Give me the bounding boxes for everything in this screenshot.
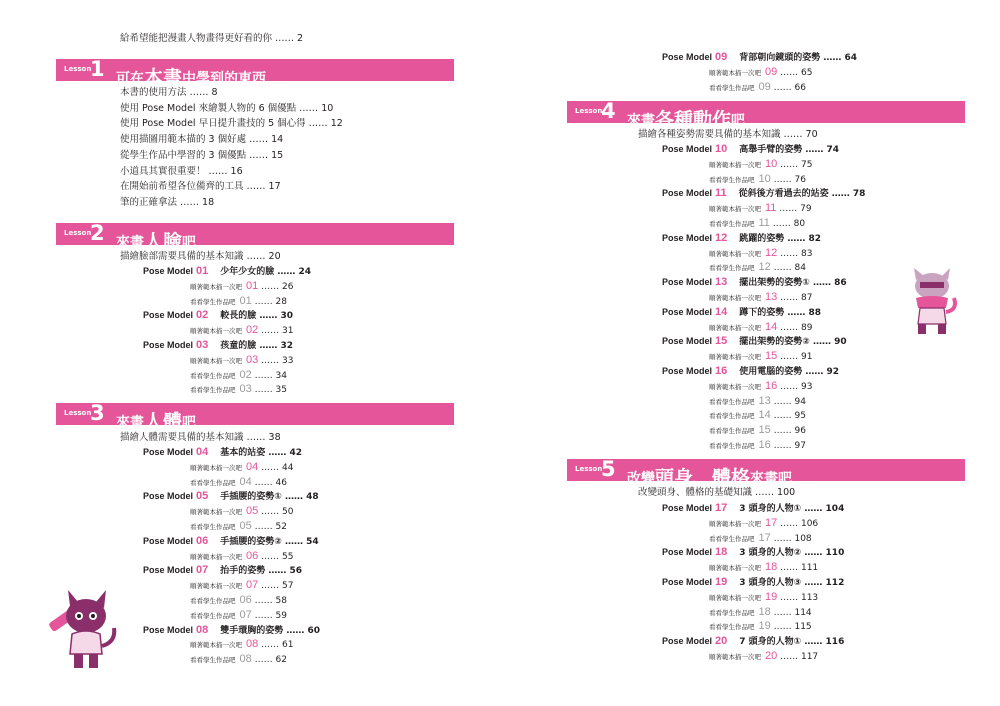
sub-entry-number: 16: [758, 439, 771, 451]
trace-template-entry: [190, 324, 293, 337]
pose-model-entry: [662, 306, 821, 319]
sub-entry-page: …… 80: [769, 219, 806, 229]
sub-entry-page: …… 94: [770, 396, 806, 407]
pose-model-entry: [662, 546, 844, 559]
sub-entry-page: …… 44: [258, 462, 294, 473]
lesson-2-basics: 描繪臉部需要具備的基本知識 …… 20: [120, 251, 281, 262]
lesson-title-emphasis: 本書: [144, 67, 183, 89]
sub-entry-page: …… 96: [770, 426, 806, 437]
pose-model-number: 18: [715, 546, 728, 559]
cat-mascot-with-pencil-illustration: [44, 584, 122, 676]
sub-entry-page: …… 106: [777, 518, 819, 529]
sub-entry-page: …… 87: [777, 293, 813, 303]
pose-model-label: Pose Model: [143, 491, 194, 502]
pose-model-number: 15: [715, 335, 728, 348]
pose-model-label: Pose Model: [662, 144, 713, 154]
student-work-entry: [190, 594, 287, 607]
sub-entry-label: 看看學生作品吧: [709, 175, 755, 184]
student-work-entry: [190, 476, 287, 489]
sub-entry-number: 07: [246, 579, 259, 592]
sub-entry-page: …… 57: [258, 581, 294, 592]
pose-model-number: 16: [715, 365, 728, 377]
pose-model-label: Pose Model: [662, 636, 713, 647]
sub-entry-number: 10: [758, 172, 771, 185]
sub-entry-number: 05: [239, 520, 252, 532]
pose-model-title: 使用電腦的姿勢 …… 92: [739, 367, 840, 377]
sub-entry-page: …… 31: [258, 326, 294, 337]
trace-template-entry: [709, 517, 818, 530]
sub-entry-label: 看看學生作品吧: [709, 220, 755, 228]
lesson-5-banner: [567, 457, 965, 489]
sub-entry-page: …… 52: [251, 522, 287, 532]
lesson-title: [116, 406, 196, 433]
sub-entry-number: 10: [765, 157, 778, 170]
lesson-number: 2: [90, 221, 105, 245]
lesson-title-part: 來畫: [116, 415, 144, 431]
sub-entry-page: …… 62: [251, 655, 287, 666]
sub-entry-page: …… 93: [777, 381, 813, 392]
sub-entry-page: …… 55: [258, 551, 294, 562]
toc-entry: 小道具其實很重要！ …… 16: [120, 165, 243, 177]
pose-model-number: 04: [196, 446, 209, 458]
sub-entry-number: 12: [765, 246, 778, 259]
pose-model-title: 跳躍的姿勢 …… 82: [739, 233, 822, 244]
sub-entry-label: 看看學生作品吧: [709, 534, 755, 543]
sub-entry-number: 06: [239, 594, 252, 606]
sub-entry-page: …… 89: [777, 322, 813, 333]
sub-entry-label: 看看學生作品吧: [190, 523, 236, 531]
pose-model-entry: [662, 576, 844, 589]
pose-model-title: 7 頭身的人物① …… 116: [739, 637, 845, 648]
pose-model-title: 少年少女的臉 …… 24: [220, 267, 312, 277]
sub-entry-number: 20: [765, 650, 778, 662]
pose-model-title: 3 頭身的人物③ …… 112: [739, 578, 845, 588]
sub-entry-page: …… 65: [777, 67, 813, 78]
sub-entry-number: 08: [239, 653, 252, 666]
lesson-title-emphasis: 各種動作: [655, 109, 732, 131]
student-work-entry: [190, 653, 287, 666]
sub-entry-page: …… 115: [770, 622, 812, 633]
trace-template-entry: [709, 321, 812, 334]
sub-entry-number: 18: [758, 605, 771, 618]
sub-entry-page: …… 97: [770, 441, 806, 451]
pose-model-entry: [662, 365, 839, 378]
trace-template-entry: [190, 550, 293, 563]
trace-template-entry: [190, 461, 293, 474]
lesson-label: Lesson: [575, 107, 603, 115]
pose-model-label: Pose Model: [662, 366, 713, 376]
lesson-3-basics: 描繪人體需要具備的基本知識 …… 38: [120, 432, 281, 443]
pose-model-title: 基本的站姿 …… 42: [220, 448, 303, 458]
sub-entry-page: …… 117: [777, 652, 819, 662]
sub-entry-label: 順著範本描一次吧: [709, 205, 761, 214]
sub-entry-number: 09: [758, 80, 771, 93]
pose-model-title: 從斜後方看過去的站姿 …… 78: [738, 189, 866, 200]
trace-template-entry: [190, 354, 293, 367]
trace-template-entry: [190, 280, 293, 293]
lesson-2-banner: [56, 221, 454, 253]
lesson-title-part: 來畫: [627, 113, 655, 129]
lesson-5-basics: 改變頭身、體格的基礎知識 …… 100: [638, 487, 796, 498]
sub-entry-number: 02: [239, 368, 252, 381]
lesson-4-basics: 描繪各種姿勢需要具備的基本知識 …… 70: [638, 129, 818, 140]
pose-model-label: Pose Model: [662, 277, 713, 288]
sub-entry-page: …… 46: [251, 477, 287, 488]
lesson-label: Lesson: [575, 465, 603, 473]
sub-entry-number: 04: [239, 475, 252, 488]
sub-entry-page: …… 50: [258, 507, 294, 518]
trace-template-entry: [190, 579, 293, 592]
sub-entry-number: 09: [765, 65, 778, 78]
sub-entry-number: 13: [758, 394, 771, 407]
sub-entry-page: …… 26: [258, 281, 294, 292]
lesson-title-part: 改變: [627, 471, 655, 487]
sub-entry-page: …… 108: [770, 533, 812, 544]
trace-template-entry: [709, 158, 812, 171]
sub-entry-page: …… 113: [777, 592, 819, 603]
sub-entry-label: 看看學生作品吧: [190, 371, 236, 380]
pose-model-title: 抬手的姿勢 …… 56: [220, 566, 303, 577]
sub-entry-label: 順著範本描一次吧: [190, 282, 242, 291]
trace-template-entry: [190, 638, 293, 651]
toc-entry: 使用 Pose Model 早日提升畫技的 5 個心得 …… 12: [120, 118, 343, 130]
cat-mascot-with-scarf-illustration: [902, 268, 962, 338]
trace-template-entry: [709, 650, 818, 663]
pose-model-number: 12: [715, 231, 728, 244]
student-work-entry: [190, 369, 287, 382]
sub-entry-label: 順著範本描一次吧: [709, 653, 761, 661]
sub-entry-number: 11: [765, 202, 777, 215]
toc-entry: 筆的正確拿法 …… 18: [120, 196, 215, 208]
toc-entry: 從學生作品中學習的 3 個優點 …… 15: [120, 149, 284, 161]
student-work-entry: [709, 424, 806, 437]
lesson-title-part: 來畫吧: [750, 471, 793, 487]
pose-model-label: Pose Model: [662, 503, 713, 513]
sub-entry-page: …… 35: [251, 385, 287, 396]
pose-model-number: 14: [715, 305, 728, 318]
pose-model-title: 3 頭身的人物① …… 104: [739, 504, 845, 514]
pose-model-number: 19: [715, 576, 728, 588]
sub-entry-number: 07: [239, 608, 252, 621]
lesson-title: [116, 62, 266, 89]
sub-entry-page: …… 34: [251, 370, 287, 381]
pose-model-number: 20: [715, 635, 728, 648]
pose-model-title: 擺出架勢的姿勢① …… 86: [739, 278, 847, 289]
lesson-title-emphasis: 人臉: [144, 231, 183, 253]
pose-model-label: Pose Model: [143, 310, 194, 321]
student-work-entry: [190, 520, 287, 533]
sub-entry-label: 順著範本描一次吧: [190, 552, 242, 561]
sub-entry-label: 看看學生作品吧: [190, 386, 236, 395]
sub-entry-page: …… 91: [777, 352, 813, 363]
sub-entry-number: 17: [765, 516, 778, 529]
pose-model-label: Pose Model: [662, 547, 713, 558]
sub-entry-page: …… 59: [251, 610, 287, 621]
sub-entry-label: 看看學生作品吧: [709, 397, 755, 406]
sub-entry-label: 看看學生作品吧: [709, 623, 755, 632]
student-work-entry: [190, 609, 287, 622]
sub-entry-page: …… 95: [770, 411, 806, 422]
lesson-title-emphasis: 人體: [144, 411, 183, 433]
sub-entry-number: 19: [758, 620, 771, 633]
pose-model-number: 06: [196, 534, 209, 547]
lesson-number: 1: [90, 57, 105, 81]
pose-model-title: 雙手環胸的姿勢 …… 60: [220, 625, 321, 636]
pose-model-label: Pose Model: [143, 266, 194, 276]
pose-model-title: 高舉手臂的姿勢 …… 74: [739, 145, 840, 155]
student-work-entry: [709, 81, 806, 94]
toc-entry: 在開始前希望各位備齊的工具 …… 17: [120, 181, 281, 193]
sub-entry-number: 15: [765, 350, 778, 363]
pose-model-label: Pose Model: [662, 306, 713, 317]
trace-template-entry: [709, 247, 812, 260]
pose-model-entry: [143, 535, 319, 548]
sub-entry-number: 14: [758, 409, 771, 422]
pose-model-label: Pose Model: [143, 624, 194, 635]
sub-entry-number: 12: [758, 261, 771, 274]
lesson-3-banner: [56, 401, 454, 433]
trace-template-entry: [709, 561, 818, 574]
sub-entry-label: 順著範本描一次吧: [709, 519, 761, 528]
pose-model-entry: [143, 339, 293, 352]
sub-entry-label: 看看學生作品吧: [190, 297, 236, 306]
lesson-label: Lesson: [64, 409, 92, 417]
sub-entry-label: 順著範本描一次吧: [709, 382, 761, 391]
student-work-entry: [709, 217, 805, 230]
sub-entry-number: 03: [239, 383, 252, 396]
pose-model-entry: [143, 265, 311, 278]
sub-entry-label: 看看學生作品吧: [709, 83, 755, 92]
sub-entry-page: …… 84: [770, 263, 806, 274]
sub-entry-label: 順著範本描一次吧: [709, 160, 761, 169]
pose-model-number: 07: [196, 564, 209, 577]
pose-model-entry: [143, 446, 302, 459]
pose-model-entry: [662, 502, 844, 515]
sub-entry-number: 11: [758, 217, 770, 229]
toc-entry: 使用 Pose Model 來繪製人物的 6 個優點 …… 10: [120, 102, 334, 114]
sub-entry-number: 02: [246, 324, 259, 337]
sub-entry-number: 16: [765, 379, 778, 392]
trace-template-entry: [709, 202, 812, 215]
pose-model-entry: [143, 624, 320, 637]
trace-template-entry: [709, 66, 812, 79]
student-work-entry: [709, 532, 812, 545]
pose-model-number: 02: [196, 309, 209, 322]
sub-entry-label: 順著範本描一次吧: [709, 353, 761, 362]
sub-entry-label: 看看學生作品吧: [190, 478, 236, 487]
sub-entry-number: 19: [765, 590, 778, 603]
pose-model-number: 08: [196, 623, 209, 636]
sub-entry-label: 順著範本描一次吧: [190, 356, 242, 365]
pose-model-entry: [143, 309, 293, 322]
pose-model-entry: [662, 51, 857, 64]
lesson-title: [627, 104, 745, 131]
sub-entry-number: 17: [758, 531, 771, 544]
sub-entry-label: 看看學生作品吧: [709, 412, 755, 421]
pose-model-number: 01: [196, 265, 209, 277]
trace-template-entry: [190, 505, 293, 518]
pose-model-entry: [662, 143, 839, 156]
sub-entry-number: 08: [246, 638, 259, 651]
sub-entry-label: 看看學生作品吧: [709, 442, 755, 450]
sub-entry-page: …… 83: [777, 248, 813, 259]
student-work-entry: [709, 606, 812, 619]
lesson-label: Lesson: [64, 65, 92, 73]
sub-entry-label: 順著範本描一次吧: [190, 463, 242, 472]
lesson-1-banner: [56, 57, 454, 89]
trace-template-entry: [709, 591, 818, 604]
sub-entry-page: …… 33: [258, 355, 294, 366]
sub-entry-number: 01: [239, 294, 252, 307]
pose-model-title: 蹲下的姿勢 …… 88: [739, 307, 822, 318]
student-work-entry: [190, 295, 287, 308]
sub-entry-number: 14: [765, 320, 778, 333]
pose-model-number: 03: [196, 339, 209, 351]
pose-model-title: 背部朝向鏡頭的姿勢 …… 64: [739, 53, 858, 63]
sub-entry-number: 06: [246, 549, 259, 562]
sub-entry-number: 01: [246, 279, 259, 292]
trace-template-entry: [709, 291, 812, 304]
sub-entry-page: …… 66: [770, 82, 806, 93]
pose-model-label: Pose Model: [143, 447, 194, 457]
lesson-title-part: 可在: [116, 71, 144, 87]
right-page: [500, 0, 1000, 706]
sub-entry-label: 順著範本描一次吧: [709, 564, 761, 573]
pose-model-number: 10: [715, 143, 728, 155]
sub-entry-page: …… 28: [251, 296, 287, 307]
sub-entry-label: 看看學生作品吧: [709, 427, 755, 436]
pose-model-label: Pose Model: [143, 340, 194, 350]
lesson-title-part: 吧: [731, 113, 746, 129]
sub-entry-number: 13: [765, 291, 778, 303]
sub-entry-page: …… 79: [776, 204, 812, 215]
sub-entry-number: 04: [246, 460, 259, 473]
sub-entry-page: …… 75: [777, 159, 813, 170]
sub-entry-label: 看看學生作品吧: [709, 608, 755, 617]
lesson-title-emphasis: 頭身、體格: [655, 467, 751, 489]
sub-entry-label: 順著範本描一次吧: [709, 323, 761, 332]
pose-model-title: 手插腰的姿勢② …… 54: [220, 536, 319, 547]
pose-model-title: 手插腰的姿勢① …… 48: [220, 492, 319, 503]
pose-model-number: 09: [715, 51, 728, 63]
sub-entry-number: 05: [246, 505, 259, 518]
lesson-title-part: 來畫: [116, 235, 144, 251]
sub-entry-label: 順著範本描一次吧: [709, 68, 761, 77]
pose-model-entry: [662, 635, 844, 648]
student-work-entry: [709, 395, 806, 408]
sub-entry-label: 看看學生作品吧: [709, 264, 755, 273]
pose-model-label: Pose Model: [143, 565, 194, 576]
lesson-label: Lesson: [64, 229, 92, 237]
sub-entry-page: …… 76: [770, 174, 806, 185]
pose-model-title: 3 頭身的人物② …… 110: [739, 548, 845, 559]
trace-template-entry: [709, 380, 812, 393]
lesson-number: 5: [601, 457, 616, 481]
sub-entry-page: …… 111: [777, 563, 819, 574]
lesson-title: [627, 462, 792, 489]
pose-model-title: 擺出架勢的姿勢② …… 90: [739, 337, 847, 348]
pose-model-entry: [143, 490, 319, 503]
pose-model-entry: [662, 276, 847, 289]
pose-model-label: Pose Model: [662, 188, 713, 199]
sub-entry-label: 看看學生作品吧: [190, 597, 236, 605]
pose-model-number: 11: [715, 187, 727, 200]
student-work-entry: [709, 173, 806, 186]
lesson-number: 3: [90, 401, 105, 425]
sub-entry-label: 順著範本描一次吧: [190, 327, 242, 336]
lesson-title-part: 吧: [182, 235, 197, 251]
pose-model-number: 17: [715, 502, 728, 514]
lesson-number: 4: [601, 99, 616, 123]
sub-entry-label: 順著範本描一次吧: [709, 249, 761, 258]
lesson-title-part: 中學到的東西: [182, 71, 267, 87]
student-work-entry: [709, 620, 812, 633]
sub-entry-page: …… 58: [251, 596, 287, 606]
sub-entry-label: 順著範本描一次吧: [190, 582, 242, 591]
sub-entry-number: 15: [758, 424, 771, 437]
pose-model-label: Pose Model: [662, 577, 713, 587]
sub-entry-label: 順著範本描一次吧: [190, 508, 242, 517]
sub-entry-label: 順著範本描一次吧: [709, 294, 761, 302]
student-work-entry: [709, 261, 806, 274]
pose-model-label: Pose Model: [662, 336, 713, 347]
sub-entry-page: …… 114: [770, 607, 812, 618]
lesson-4-banner: [567, 99, 965, 131]
pose-model-number: 13: [715, 276, 728, 289]
pose-model-number: 05: [196, 490, 209, 503]
pose-model-title: 較長的臉 …… 30: [220, 311, 294, 322]
toc-entry: 使用描圖用範本描的 3 個好處 …… 14: [120, 134, 284, 146]
trace-template-entry: [709, 350, 812, 363]
pose-model-label: Pose Model: [143, 535, 194, 546]
pose-model-label: Pose Model: [662, 232, 713, 243]
intro-entry: 給希望能把漫畫人物畫得更好看的你 …… 2: [120, 33, 304, 44]
lesson-title-part: 吧: [182, 415, 197, 431]
sub-entry-number: 18: [765, 561, 778, 574]
pose-model-entry: [662, 335, 847, 348]
sub-entry-label: 看看學生作品吧: [190, 656, 236, 665]
pose-model-title: 孩童的臉 …… 32: [220, 341, 294, 351]
pose-model-label: Pose Model: [662, 52, 713, 62]
toc-entry: 本書的使用方法 …… 8: [120, 87, 218, 98]
sub-entry-label: 看看學生作品吧: [190, 611, 236, 620]
sub-entry-label: 順著範本描一次吧: [190, 641, 242, 650]
pose-model-entry: [662, 187, 865, 200]
pose-model-entry: [662, 232, 821, 245]
student-work-entry: [709, 409, 806, 422]
sub-entry-number: 03: [246, 353, 259, 366]
lesson-title: [116, 226, 196, 253]
student-work-entry: [190, 383, 287, 396]
pose-model-entry: [143, 564, 302, 577]
sub-entry-page: …… 61: [258, 640, 294, 651]
sub-entry-label: 順著範本描一次吧: [709, 593, 761, 602]
student-work-entry: [709, 439, 806, 452]
